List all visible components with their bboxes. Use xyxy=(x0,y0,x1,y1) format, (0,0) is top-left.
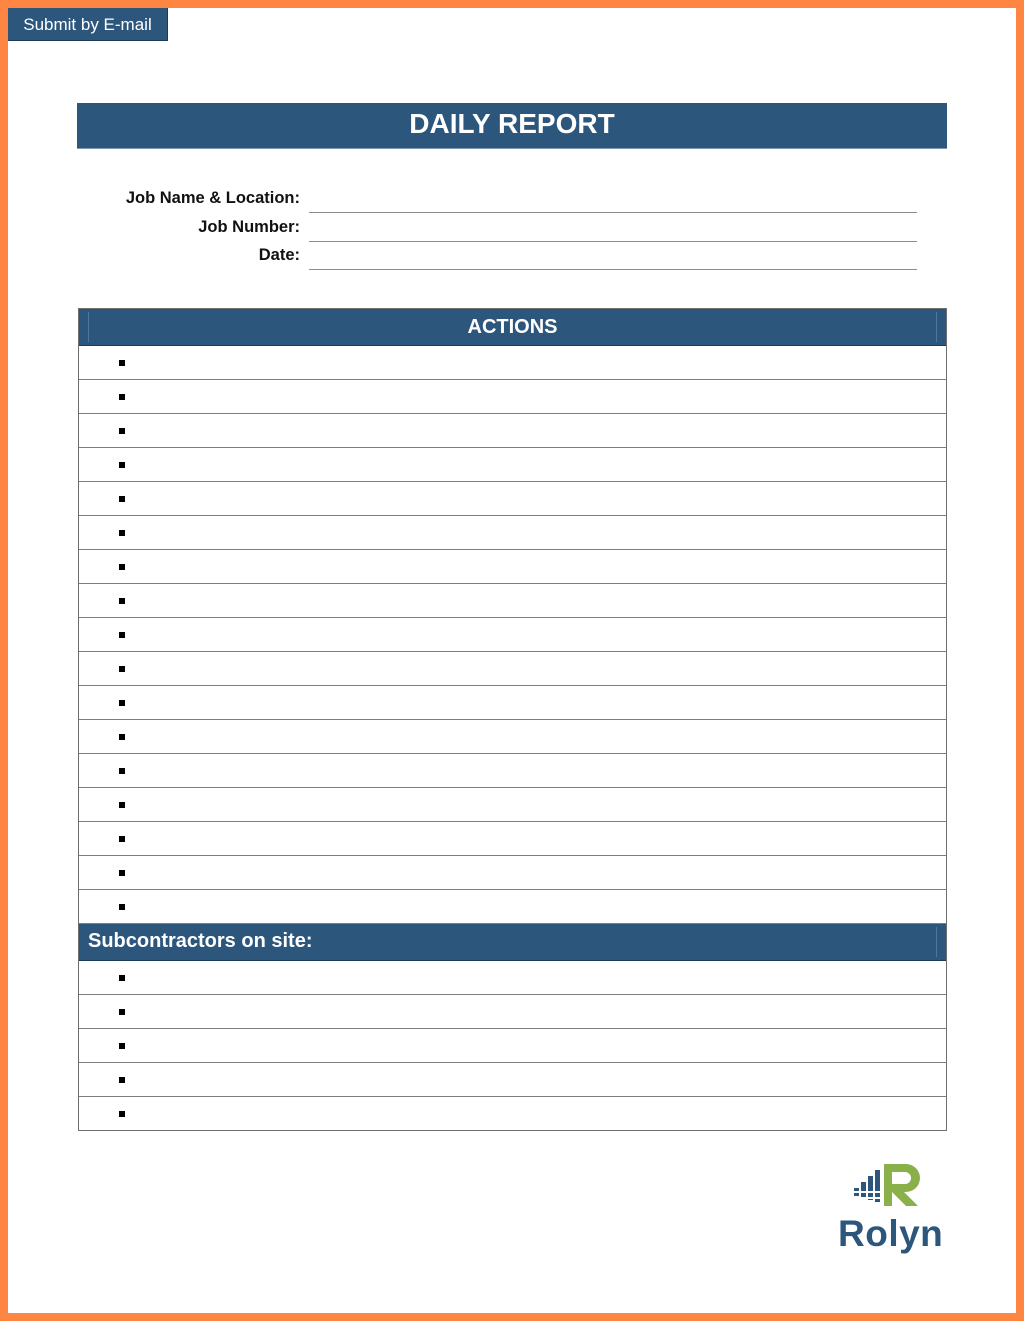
job-number-label: Job Number: xyxy=(198,218,300,236)
actions-header xyxy=(79,309,946,346)
bullet-icon xyxy=(119,1009,125,1015)
date-input[interactable] xyxy=(309,245,921,271)
job-name-location-row xyxy=(0,186,1024,214)
bullet-icon xyxy=(119,975,125,981)
action-row[interactable] xyxy=(79,754,946,788)
bullet-icon xyxy=(119,496,125,502)
action-row[interactable] xyxy=(79,788,946,822)
bullet-icon xyxy=(119,768,125,774)
subcontractor-row[interactable] xyxy=(79,995,946,1029)
action-row[interactable] xyxy=(79,414,946,448)
bullet-icon xyxy=(119,1111,125,1117)
bullet-icon xyxy=(119,1043,125,1049)
bullet-icon xyxy=(119,666,125,672)
bullet-icon xyxy=(119,836,125,842)
subcontractors-header-label: Subcontractors on site: xyxy=(88,930,313,952)
action-row[interactable] xyxy=(79,584,946,618)
bullet-icon xyxy=(119,462,125,468)
action-row[interactable] xyxy=(79,652,946,686)
subcontractor-row[interactable] xyxy=(79,1063,946,1097)
bullet-icon xyxy=(119,700,125,706)
subcontractors-header xyxy=(79,924,946,961)
actions-header-label: ACTIONS xyxy=(467,316,558,338)
bullet-icon xyxy=(119,428,125,434)
bullet-icon xyxy=(119,564,125,570)
rolyn-logo-wordmark: Rolyn xyxy=(838,1213,944,1254)
bullet-icon xyxy=(119,802,125,808)
action-row[interactable] xyxy=(79,346,946,380)
date-row xyxy=(0,243,1024,271)
report-title: DAILY REPORT xyxy=(77,103,947,149)
header-divider xyxy=(88,312,89,342)
bullet-icon xyxy=(119,598,125,604)
field-underline xyxy=(309,212,917,213)
action-row[interactable] xyxy=(79,890,946,924)
action-row[interactable] xyxy=(79,856,946,890)
action-row[interactable] xyxy=(79,618,946,652)
job-name-location-label: Job Name & Location: xyxy=(125,189,300,207)
actions-table xyxy=(78,308,947,1131)
bullet-icon xyxy=(119,632,125,638)
bullet-icon xyxy=(119,1077,125,1083)
header-divider xyxy=(936,927,937,957)
action-row[interactable] xyxy=(79,482,946,516)
action-row[interactable] xyxy=(79,380,946,414)
job-number-input[interactable] xyxy=(309,217,921,243)
subcontractor-row[interactable] xyxy=(79,1097,946,1131)
action-row[interactable] xyxy=(79,448,946,482)
action-row[interactable] xyxy=(79,550,946,584)
field-underline xyxy=(309,241,917,242)
bullet-icon xyxy=(119,870,125,876)
bullet-icon xyxy=(119,360,125,366)
action-row[interactable] xyxy=(79,516,946,550)
subcontractor-row[interactable] xyxy=(79,1029,946,1063)
header-divider xyxy=(936,312,937,342)
bullet-icon xyxy=(119,394,125,400)
bullet-icon xyxy=(119,530,125,536)
date-label: Date: xyxy=(258,246,300,264)
action-row[interactable] xyxy=(79,822,946,856)
job-number-row xyxy=(0,215,1024,243)
subcontractor-row[interactable] xyxy=(79,961,946,995)
action-row[interactable] xyxy=(79,720,946,754)
action-row[interactable] xyxy=(79,686,946,720)
submit-by-email-button[interactable]: Submit by E-mail xyxy=(8,8,168,41)
bullet-icon xyxy=(119,904,125,910)
field-underline xyxy=(309,269,917,270)
job-name-location-input[interactable] xyxy=(309,188,921,214)
bullet-icon xyxy=(119,734,125,740)
